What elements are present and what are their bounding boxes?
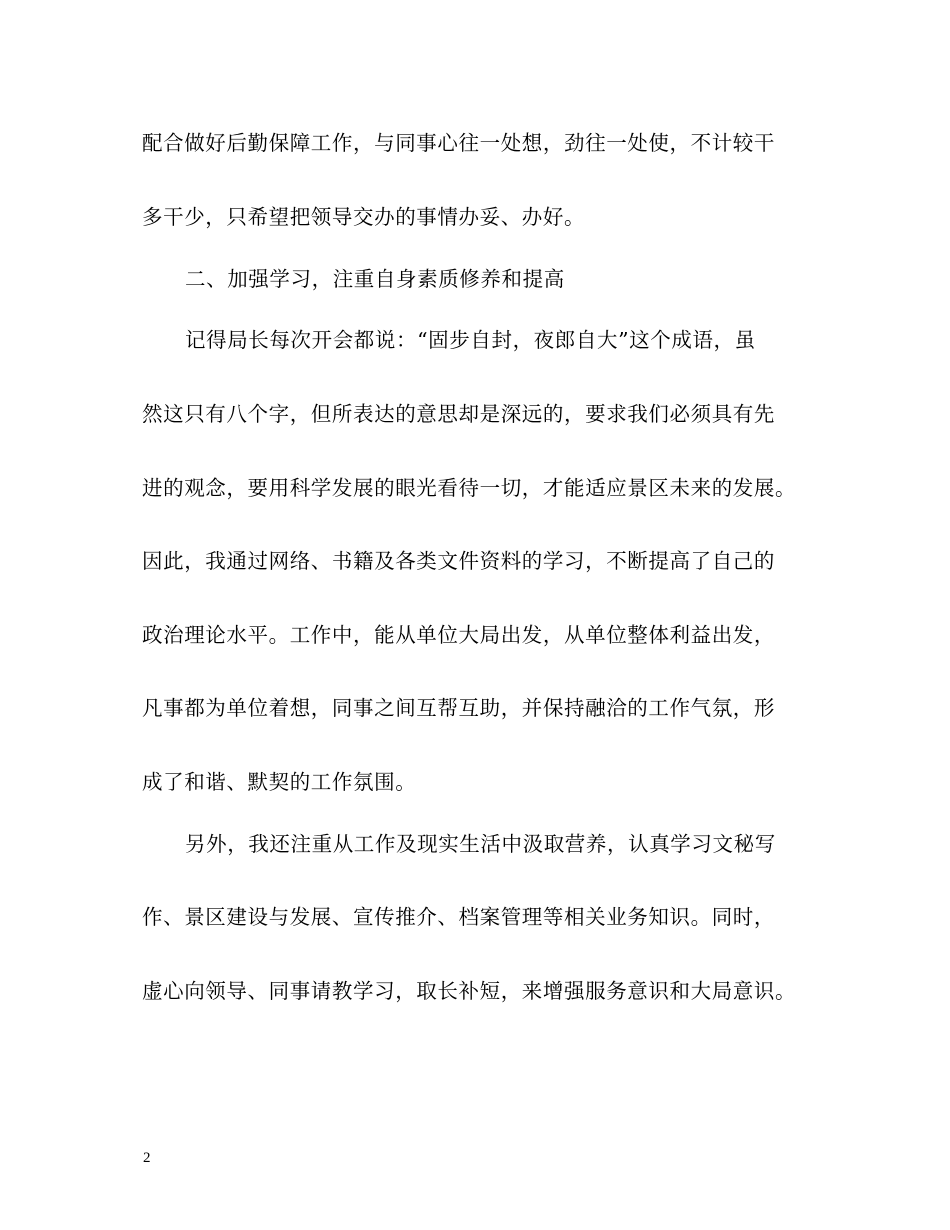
body-text-line: 然这只有八个字，但所表达的意思却是深远的，要求我们必须具有先 [142,402,775,426]
body-text-line: 进的观念，要用科学发展的眼光看待一切，才能适应景区未来的发展。 [142,476,797,500]
body-text-line: 配合做好后勤保障工作，与同事心往一处想，劲往一处使，不计较干 [142,131,775,155]
body-text-line: 作、景区建设与发展、宣传推介、档案管理等相关业务知识。同时， [142,905,775,929]
section-heading: 二、加强学习，注重自身素质修养和提高 [185,267,565,291]
body-text-line: 多干少，只希望把领导交办的事情办妥、办好。 [142,205,586,229]
body-text-line: 凡事都为单位着想，同事之间互帮互助，并保持融洽的工作气氛，形 [142,696,775,720]
body-text-line: 政治理论水平。工作中，能从单位大局出发，从单位整体利益出发， [142,623,775,647]
body-text-line: 因此，我通过网络、书籍及各类文件资料的学习，不断提高了自己的 [142,549,775,573]
body-text-line: 虚心向领导、同事请教学习，取长补短，来增强服务意识和大局意识。 [142,979,797,1003]
paragraph-first-line: 另外，我还注重从工作及现实生活中汲取营养，认真学习文秘写 [185,832,776,856]
body-text-line: 成了和谐、默契的工作氛围。 [142,770,417,794]
page-number: 2 [143,1150,151,1166]
paragraph-first-line: 记得局长每次开会都说：“固步自封，夜郎自大”这个成语，虽 [185,328,756,352]
